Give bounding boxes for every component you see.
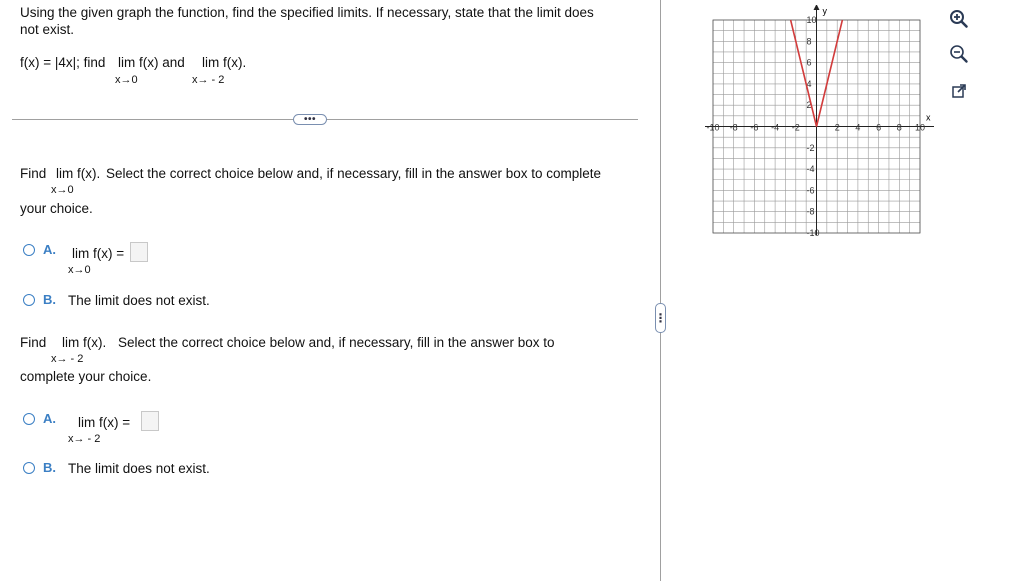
part2-limit-subscript: x→ - 2 bbox=[51, 353, 84, 365]
part2-prompt: Select the correct choice below and, if necessary, fill in the answer box to bbox=[118, 335, 555, 350]
y-tick-label: 2 bbox=[806, 100, 812, 111]
part1-limit-subscript: x→0 bbox=[51, 184, 74, 196]
external-link-icon[interactable] bbox=[948, 80, 970, 102]
y-tick-label: -10 bbox=[806, 228, 820, 238]
y-tick-label: 8 bbox=[806, 36, 812, 47]
panel-divider bbox=[660, 0, 661, 581]
zoom-out-icon[interactable] bbox=[948, 43, 970, 65]
expand-button[interactable]: ••• bbox=[293, 114, 327, 125]
limit-1-text: lim f(x) and bbox=[118, 55, 185, 70]
y-tick-label: -8 bbox=[806, 206, 815, 217]
x-tick-label: 10 bbox=[914, 122, 926, 133]
part1-option-a-limit: lim f(x) = bbox=[72, 246, 125, 261]
y-tick-label: -4 bbox=[806, 164, 815, 175]
x-tick-label: -6 bbox=[750, 122, 759, 133]
function-graph bbox=[700, 5, 940, 240]
y-tick-label: -2 bbox=[806, 142, 815, 153]
part1-find-label: Find bbox=[20, 166, 47, 181]
part1-option-b-radio[interactable] bbox=[23, 294, 35, 306]
y-tick-label: 6 bbox=[806, 57, 812, 68]
part2-prompt-line-2: complete your choice. bbox=[20, 369, 152, 384]
y-tick-label: 4 bbox=[806, 78, 812, 89]
limit-expression-2: lim f(x). bbox=[202, 55, 247, 70]
part2-option-a-limit: lim f(x) = bbox=[78, 415, 131, 430]
x-tick-label: 8 bbox=[896, 122, 902, 133]
part1-limit: lim f(x). bbox=[56, 166, 101, 181]
part1-option-a-radio[interactable] bbox=[23, 244, 35, 256]
y-axis-label: y bbox=[822, 6, 827, 16]
part1-option-b-text: The limit does not exist. bbox=[68, 293, 210, 308]
part2-limit: lim f(x). bbox=[62, 335, 107, 350]
part2-answer-box[interactable] bbox=[141, 411, 159, 431]
part1-option-a-subscript: x→0 bbox=[68, 264, 91, 276]
part2-option-b-radio[interactable] bbox=[23, 462, 35, 474]
panel-resize-handle[interactable]: ⋮ bbox=[655, 303, 666, 333]
zoom-in-icon[interactable] bbox=[948, 8, 970, 30]
part1-option-a-letter: A. bbox=[43, 242, 56, 257]
instructions-line-2: not exist. bbox=[20, 22, 75, 37]
limit-2-subscript: x→ - 2 bbox=[192, 74, 225, 86]
y-tick-label: -6 bbox=[806, 185, 815, 196]
y-tick-label: 10 bbox=[806, 15, 817, 25]
part2-find-label: Find bbox=[20, 335, 47, 350]
x-tick-label: 6 bbox=[876, 122, 882, 133]
x-tick-label: -2 bbox=[791, 122, 800, 133]
part2-option-b-letter: B. bbox=[43, 460, 56, 475]
part2-option-a-letter: A. bbox=[43, 411, 56, 426]
part2-option-a-radio[interactable] bbox=[23, 413, 35, 425]
x-tick-label: -8 bbox=[729, 122, 738, 133]
x-tick-label: -4 bbox=[771, 122, 780, 133]
x-axis-label: x bbox=[926, 112, 931, 123]
function-definition: f(x) = |4x|; find bbox=[20, 55, 106, 70]
part1-prompt: Select the correct choice below and, if necessary, fill in the answer box to complete bbox=[106, 166, 601, 181]
part1-answer-box[interactable] bbox=[130, 242, 148, 262]
y-axis-arrow bbox=[814, 5, 820, 10]
limit-expression-1 bbox=[118, 55, 185, 71]
x-tick-label: 2 bbox=[834, 122, 840, 133]
part2-option-a-subscript: x→ - 2 bbox=[68, 433, 101, 445]
x-tick-label: -10 bbox=[706, 122, 720, 133]
x-tick-label: 4 bbox=[855, 122, 861, 133]
part1-prompt-line-2: your choice. bbox=[20, 201, 93, 216]
limit-1-subscript: x→0 bbox=[115, 74, 138, 86]
instructions-line-1: Using the given graph the function, find the specified limits. If necessary, state that the limit does bbox=[20, 5, 594, 20]
part1-option-b-letter: B. bbox=[43, 292, 56, 307]
part2-option-b-text: The limit does not exist. bbox=[68, 461, 210, 476]
